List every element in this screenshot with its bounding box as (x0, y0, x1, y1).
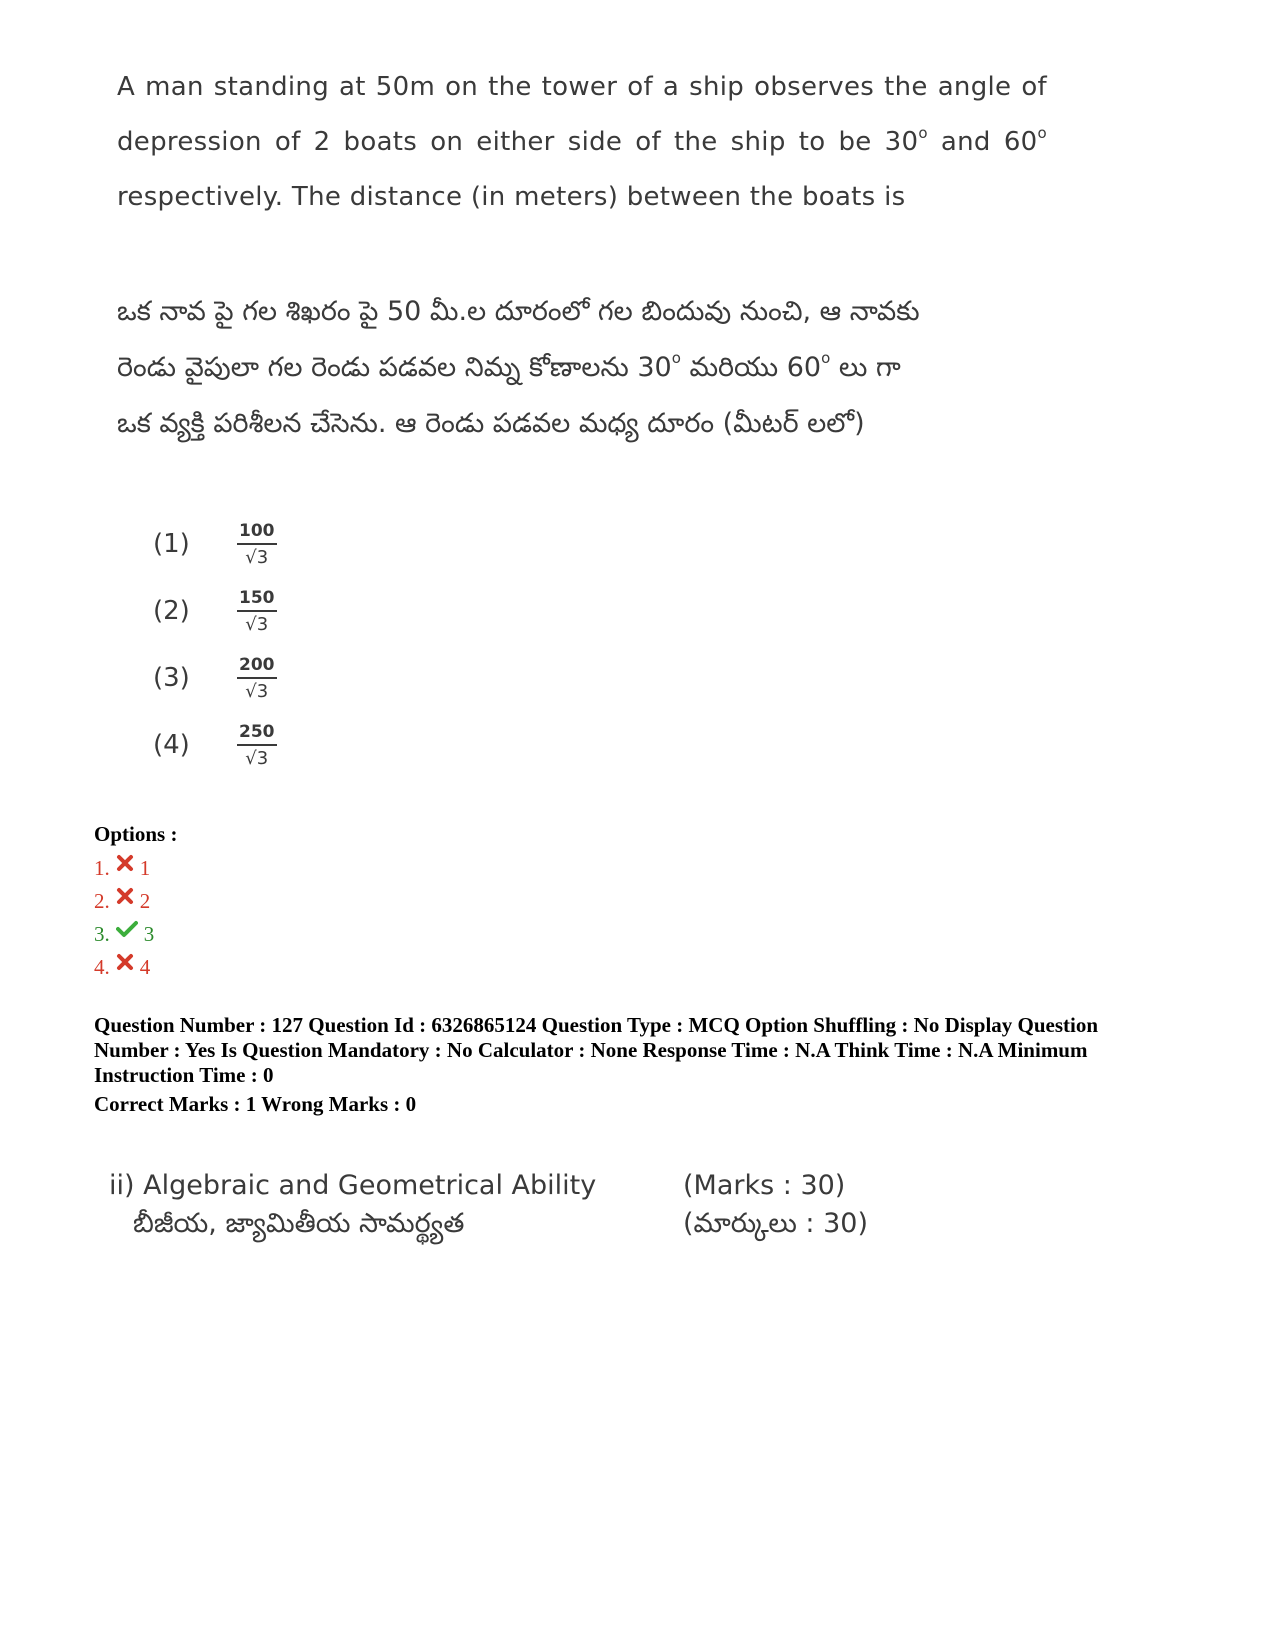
metadata-line-2: Number : Yes Is Question Mandatory : No Calculator : None Response Time : N.A Think Time : N.A Minimum (94, 1038, 1088, 1062)
choice-label: (4) (153, 730, 190, 760)
choice-fraction (237, 521, 277, 568)
option-item (94, 922, 154, 947)
option-item (94, 889, 150, 914)
question-english-line-1: A man standing at 50m on the tower of a ship observes the angle of (117, 72, 1047, 102)
choice-fraction (237, 722, 277, 769)
answer-choice (153, 516, 277, 572)
choice-label: (3) (153, 663, 190, 693)
answer-choice (153, 650, 277, 706)
section-title-english: ii) Algebraic and Geometrical Ability (109, 1170, 597, 1201)
choice-label: (2) (153, 596, 190, 626)
option-number: 4. (94, 955, 110, 979)
question-metadata (94, 1013, 1184, 1088)
choice-fraction (237, 655, 277, 702)
question-english-line-2: depression of 2 boats on either side of the ship to be 30$^o$ and 60$^o$ (117, 124, 1047, 157)
checkmark-icon (116, 920, 138, 938)
option-number: 3. (94, 922, 110, 946)
cross-icon (116, 953, 134, 971)
answer-choice (153, 717, 277, 773)
choice-fraction (237, 588, 277, 635)
fraction-numerator: 200 (237, 655, 277, 679)
fraction-denominator: √3 (245, 747, 269, 769)
metadata-line-3: Instruction Time : 0 (94, 1063, 274, 1087)
options-title: Options : (94, 822, 178, 846)
fraction-denominator: √3 (245, 680, 269, 702)
option-number: 1. (94, 856, 110, 880)
question-english-line-3: respectively. The distance (in meters) between the boats is (117, 182, 906, 212)
answer-choice (153, 583, 277, 639)
fraction-numerator: 150 (237, 588, 277, 612)
option-number: 2. (94, 889, 110, 913)
fraction-numerator: 250 (237, 722, 277, 746)
option-value: 2 (139, 889, 151, 913)
fraction-denominator: √3 (245, 613, 269, 635)
fraction-denominator: √3 (245, 546, 269, 568)
cross-icon (116, 854, 134, 872)
marks-info: Correct Marks : 1 Wrong Marks : 0 (94, 1092, 417, 1116)
option-value: 3 (143, 922, 155, 946)
option-value: 4 (139, 955, 151, 979)
cross-icon (116, 887, 134, 905)
question-telugu-line-2: రెండు వైపులా గల రెండు పడవల నిమ్న కోణాలను 30$^o$ మరియు 60$^o$ లు గా (117, 349, 901, 383)
option-item (94, 856, 150, 881)
choice-label: (1) (153, 529, 190, 559)
section-marks-english: (Marks : 30) (683, 1170, 846, 1201)
section-marks-telugu: (మార్కులు : 30) (683, 1208, 868, 1239)
fraction-numerator: 100 (237, 521, 277, 545)
question-telugu-line-3: ఒక వ్యక్తి పరిశీలన చేసెను. ఆ రెండు పడవల మధ్య దూరం (మీటర్ లలో) (117, 408, 865, 439)
section-title-telugu: బీజీయ, జ్యామితీయ సామర్థ్యత (133, 1208, 465, 1239)
option-value: 1 (139, 856, 151, 880)
metadata-line-1: Question Number : 127 Question Id : 6326865124 Question Type : MCQ Option Shuffling : No Display Question (94, 1013, 1099, 1037)
option-item (94, 955, 150, 980)
question-telugu-line-1: ఒక నావ పై గల శిఖరం పై 50 మీ.ల దూరంలో గల బిందువు నుంచి, ఆ నావకు (117, 296, 920, 327)
